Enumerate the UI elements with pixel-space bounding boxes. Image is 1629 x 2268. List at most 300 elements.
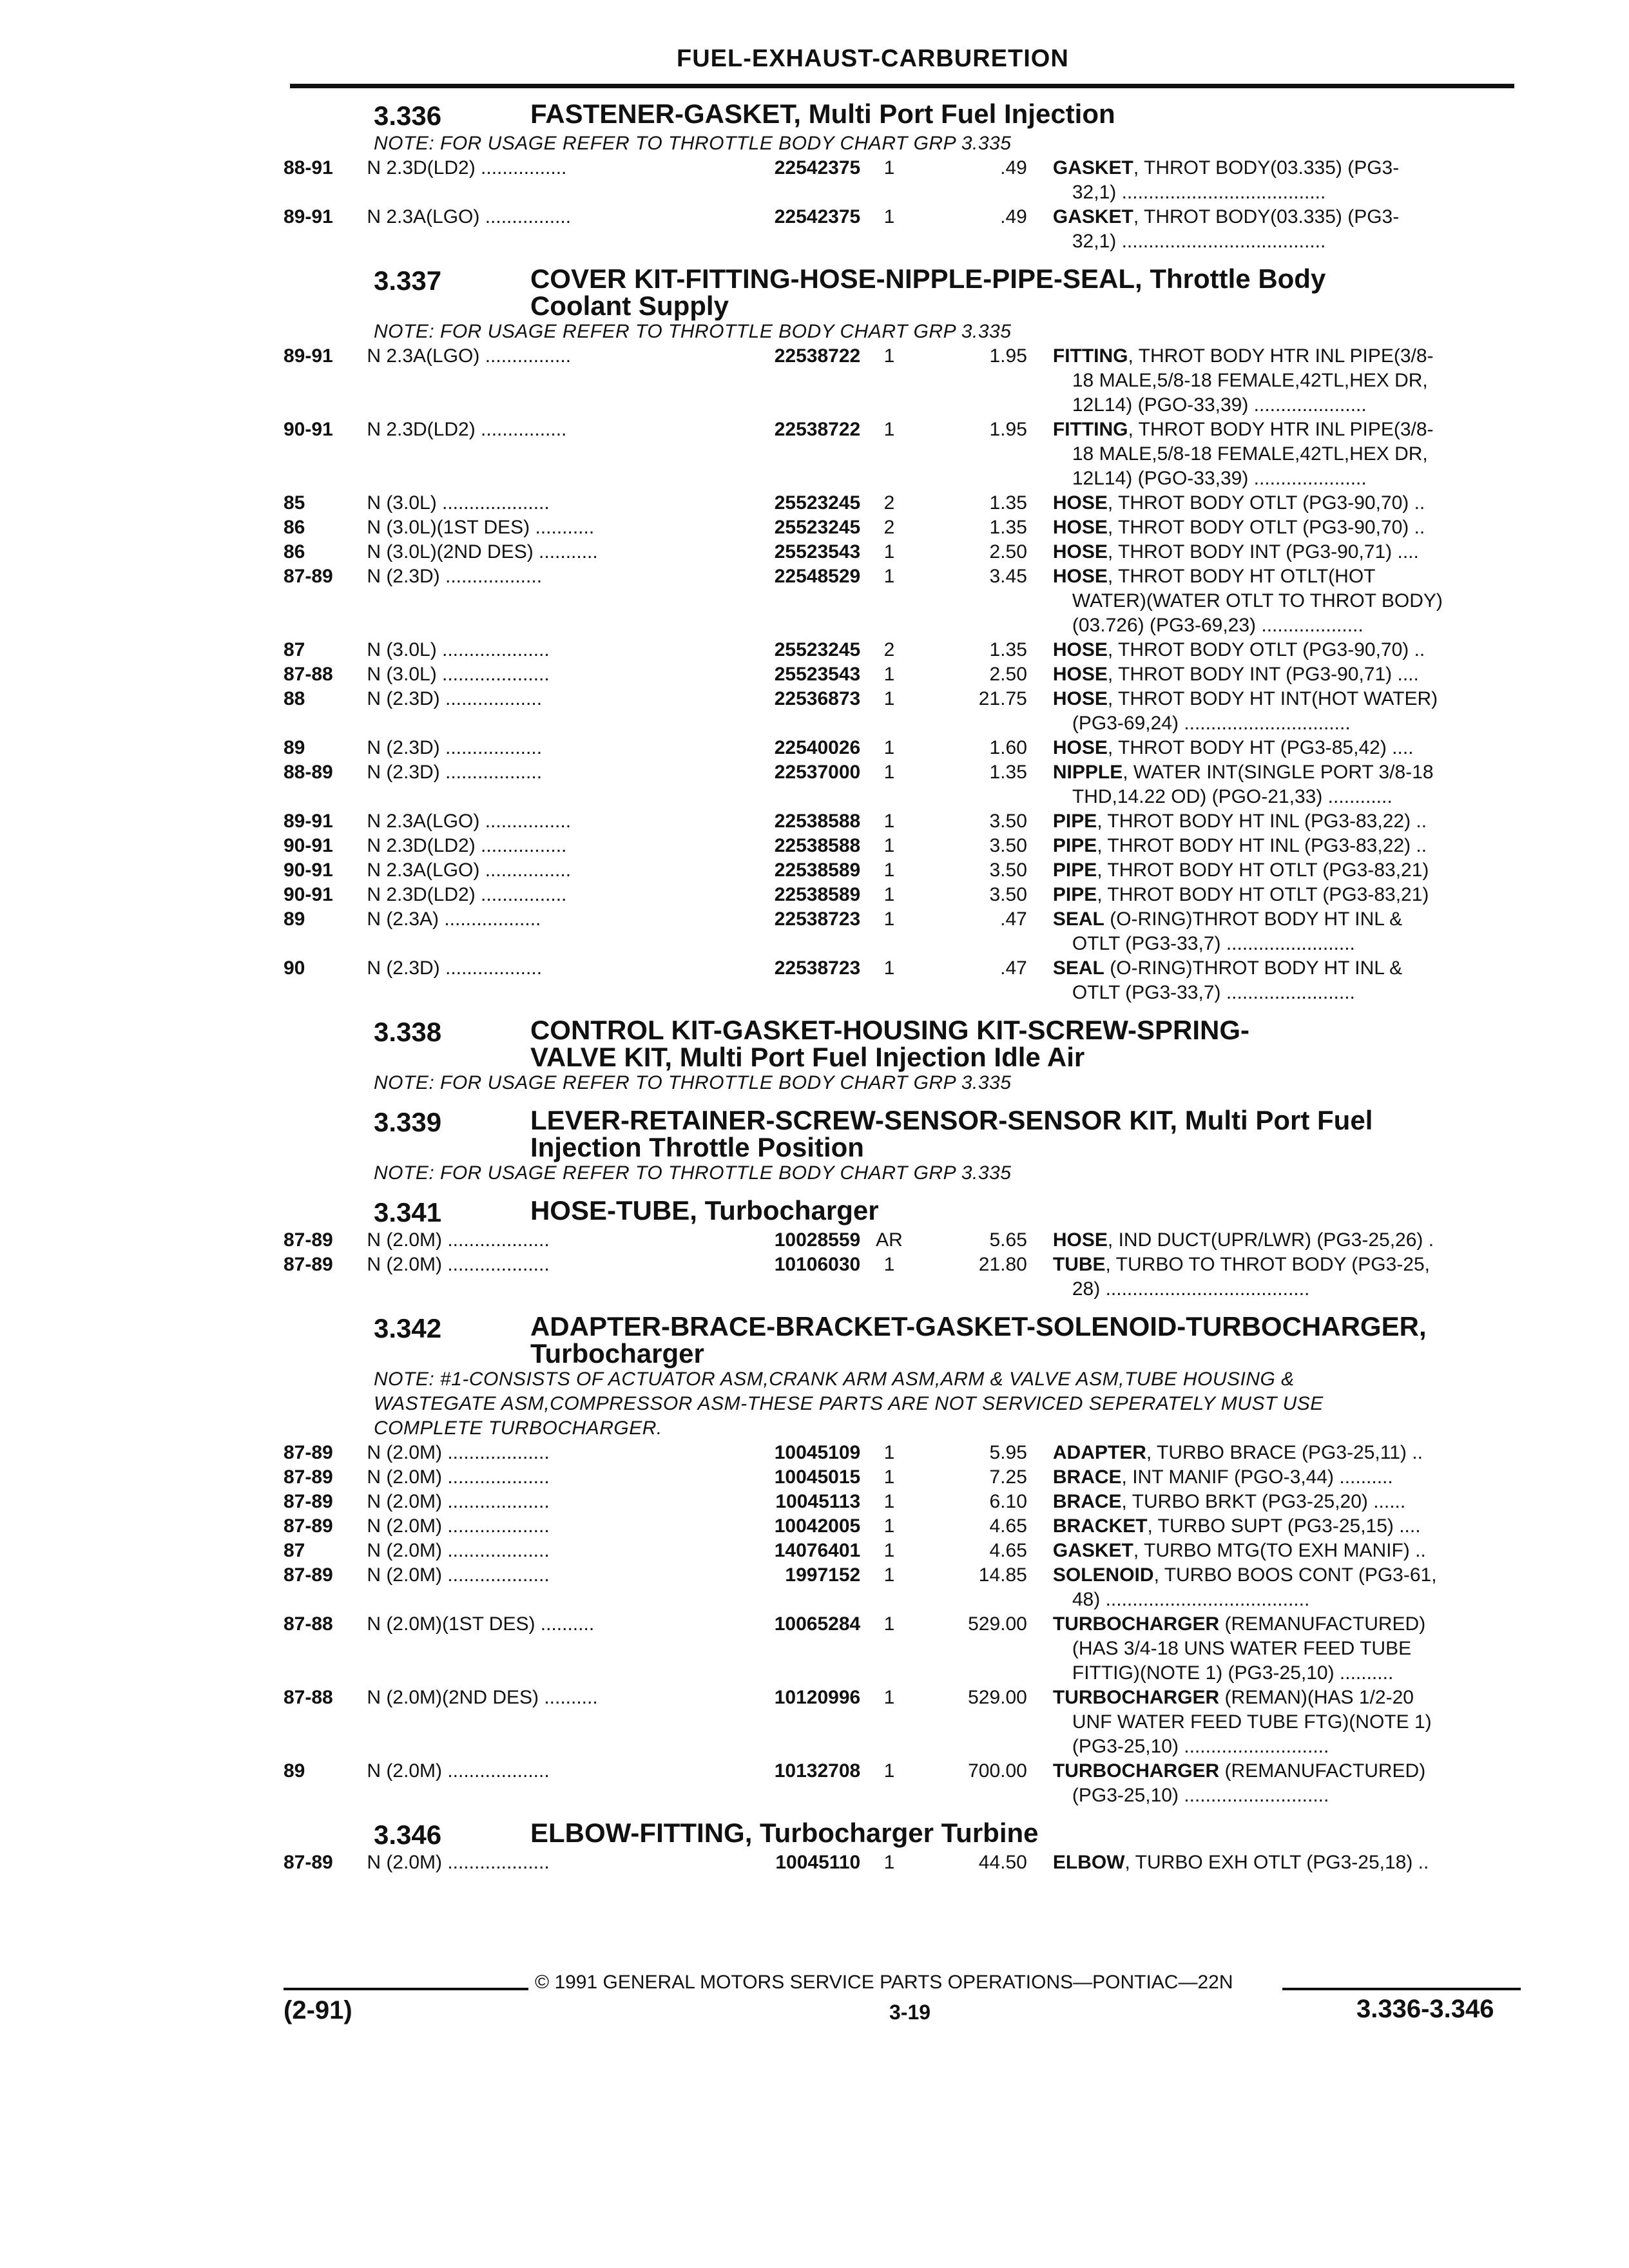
model-years: 87-89 (284, 1852, 333, 1873)
part-name-keyword: BRACE (1052, 1491, 1122, 1512)
model-years: 87 (284, 1540, 305, 1561)
description-line: GASKET, TURBO MTG(TO EXH MANIF) .. (1052, 1540, 1426, 1561)
part-name-keyword: PIPE (1052, 811, 1097, 832)
description-line: OTLT (PG3-33,7) ........................ (1072, 982, 1355, 1003)
part-description (1053, 1539, 1521, 1563)
part-description (1053, 491, 1521, 515)
description-line: BRACKET, TURBO SUPT (PG3-25,15) .... (1052, 1515, 1421, 1537)
quantity: 1 (883, 1852, 895, 1873)
part-row (284, 1539, 1521, 1563)
description-line: (03.726) (PG3-69,23) ................... (1072, 615, 1364, 636)
part-description (1053, 1228, 1521, 1253)
model-years: 89 (284, 737, 305, 758)
section-title: LEVER-RETAINER-SCREW-SENSOR-SENSOR KIT, Multi Port Fuel Injection Throttle Position (530, 1105, 1373, 1162)
part-row (284, 1850, 1521, 1875)
application: N (2.3D) .................. (367, 688, 543, 709)
part-number: 10065284 (774, 1613, 861, 1635)
price: 1.35 (989, 639, 1027, 660)
part-row (284, 418, 1521, 491)
application: N (3.0L)(2ND DES) ........... (367, 541, 598, 562)
description-line: ELBOW, TURBO EXH OTLT (PG3-25,18) .. (1052, 1852, 1429, 1873)
part-row (284, 809, 1521, 834)
part-description (1053, 1612, 1521, 1686)
price: 5.95 (989, 1442, 1027, 1463)
description-line: GASKET, THROT BODY(03.335) (PG3- (1052, 157, 1400, 178)
part-description (1053, 418, 1521, 491)
description-line: HOSE, THROT BODY INT (PG3-90,71) .... (1052, 664, 1419, 685)
section-heading (284, 101, 1521, 131)
description-line: BRACE, INT MANIF (PGO-3,44) .......... (1052, 1466, 1393, 1488)
footer-group-range: 3.336-3.346 (1356, 1995, 1494, 2023)
description-line: FITTING, THROT BODY HTR INL PIPE(3/8- (1052, 419, 1434, 440)
part-name-keyword: TURBOCHARGER (1052, 1760, 1220, 1782)
section-number: 3.338 (374, 1017, 442, 1047)
part-row (284, 1612, 1521, 1686)
quantity: 1 (883, 1254, 895, 1275)
section-note: NOTE: #1-CONSISTS OF ACTUATOR ASM,CRANK ARM ASM,ARM & VALVE ASM,TUBE HOUSING & WASTEGATE ASM,COMPRESSOR ASM-THESE PARTS ARE NOT SERVICED SEPERATELY MUST USE COMPLETE TURBOCHARGER. (374, 1369, 1324, 1439)
part-name-keyword: HOSE (1052, 566, 1108, 587)
quantity: 1 (883, 957, 895, 979)
footer-revision-date: (2-91) (284, 1996, 352, 2024)
part-name-keyword: HOSE (1052, 492, 1108, 514)
part-number: 22538723 (774, 957, 861, 979)
part-row (284, 834, 1521, 858)
part-number: 22548529 (774, 566, 861, 587)
description-line: 12L14) (PGO-33,39) ..................... (1072, 394, 1367, 416)
description-line: GASKET, THROT BODY(03.335) (PG3- (1052, 206, 1400, 227)
price: 1.35 (989, 492, 1027, 514)
description-line: PIPE, THROT BODY HT OTLT (PG3-83,21) (1052, 884, 1429, 905)
part-number: 25523543 (774, 664, 861, 685)
part-description (1053, 1759, 1521, 1808)
footer-copyright: © 1991 GENERAL MOTORS SERVICE PARTS OPERATIONS—PONTIAC—22N (535, 1972, 1233, 1993)
price: 1.35 (989, 762, 1027, 783)
part-row (284, 736, 1521, 760)
description-line: 28) ...................................... (1072, 1278, 1310, 1300)
quantity: 1 (883, 1466, 895, 1488)
part-name-keyword: HOSE (1052, 737, 1108, 758)
price: 7.25 (989, 1466, 1027, 1488)
part-number: 25523245 (774, 492, 861, 514)
model-years: 90-91 (284, 884, 333, 905)
application: N 2.3A(LGO) ................ (367, 206, 572, 227)
part-row (284, 956, 1521, 1005)
part-row (284, 515, 1521, 540)
part-row (284, 1228, 1521, 1253)
model-years: 87-89 (284, 1229, 333, 1251)
part-row (284, 883, 1521, 907)
description-line: FITTIG)(NOTE 1) (PG3-25,10) .......... (1072, 1662, 1394, 1684)
price: 529.00 (968, 1613, 1027, 1635)
price: 3.50 (989, 811, 1027, 832)
description-line: HOSE, THROT BODY OTLT (PG3-90,70) .. (1052, 517, 1425, 538)
quantity: 1 (883, 1564, 895, 1586)
model-years: 87-89 (284, 1491, 333, 1512)
part-description (1053, 736, 1521, 760)
part-name-keyword: SOLENOID (1052, 1564, 1154, 1586)
section-number: 3.342 (374, 1313, 442, 1343)
footer-rule-right (1282, 1988, 1521, 1990)
part-number: 22536873 (774, 688, 861, 709)
part-row (284, 344, 1521, 418)
part-name-keyword: GASKET (1052, 206, 1133, 227)
price: 21.75 (978, 688, 1027, 709)
model-years: 87-89 (284, 1515, 333, 1537)
part-name-keyword: HOSE (1052, 1229, 1108, 1251)
price: 529.00 (968, 1687, 1027, 1708)
model-years: 90-91 (284, 835, 333, 856)
part-name-keyword: PIPE (1052, 860, 1097, 881)
description-line: TUBE, TURBO TO THROT BODY (PG3-25, (1052, 1254, 1431, 1275)
section-heading (284, 1017, 1521, 1071)
section-number: 3.337 (374, 265, 442, 296)
part-number: 22540026 (774, 737, 861, 758)
part-row (284, 1686, 1521, 1759)
part-number: 22538588 (774, 811, 861, 832)
part-row (284, 540, 1521, 564)
part-number: 22542375 (774, 206, 861, 227)
application: N 2.3A(LGO) ................ (367, 811, 572, 832)
part-description (1053, 834, 1521, 858)
description-line: HOSE, THROT BODY OTLT (PG3-90,70) .. (1052, 492, 1425, 514)
description-line: (PG3-25,10) ........................... (1072, 1785, 1329, 1806)
model-years: 88 (284, 688, 305, 709)
price: 1.95 (989, 419, 1027, 440)
part-row (284, 1253, 1521, 1302)
part-name-keyword: TURBOCHARGER (1052, 1687, 1220, 1708)
quantity: 1 (883, 762, 895, 783)
part-number: 10120996 (774, 1687, 861, 1708)
quantity: 2 (883, 492, 895, 514)
description-line: OTLT (PG3-33,7) ........................ (1072, 933, 1355, 954)
parts-listing (284, 89, 1521, 1875)
part-description (1053, 564, 1521, 638)
part-name-keyword: HOSE (1052, 688, 1108, 709)
price: 1.95 (989, 345, 1027, 367)
application: N 2.3A(LGO) ................ (367, 345, 572, 367)
quantity: 1 (883, 566, 895, 587)
application: N (2.3D) .................. (367, 737, 543, 758)
description-line: TURBOCHARGER (REMANUFACTURED) (1052, 1613, 1426, 1635)
part-row (284, 564, 1521, 638)
price: 3.50 (989, 884, 1027, 905)
price: 2.50 (989, 541, 1027, 562)
description-line: NIPPLE, WATER INT(SINGLE PORT 3/8-18 (1052, 762, 1434, 783)
model-years: 87-89 (284, 1254, 333, 1275)
section-number: 3.336 (374, 101, 442, 131)
application: N 2.3D(LD2) ................ (367, 419, 567, 440)
application: N 2.3D(LD2) ................ (367, 835, 567, 856)
quantity: 1 (883, 884, 895, 905)
section-heading (284, 1313, 1521, 1367)
model-years: 88-91 (284, 157, 333, 178)
part-row (284, 491, 1521, 515)
application: N 2.3D(LD2) ................ (367, 884, 567, 905)
application: N (3.0L) .................... (367, 664, 550, 685)
part-description (1053, 156, 1521, 205)
model-years: 86 (284, 541, 305, 562)
model-years: 86 (284, 517, 305, 538)
part-name-keyword: TURBOCHARGER (1052, 1613, 1220, 1635)
quantity: 1 (883, 419, 895, 440)
part-number: 10045015 (774, 1466, 861, 1488)
section-title: ADAPTER-BRACE-BRACKET-GASKET-SOLENOID-TURBOCHARGER, Turbocharger (530, 1311, 1427, 1369)
price: .47 (1000, 957, 1027, 979)
page-header (290, 39, 1514, 88)
part-number: 1997152 (785, 1564, 861, 1586)
model-years: 89-91 (284, 345, 333, 367)
application: N (3.0L) .................... (367, 639, 550, 660)
description-line: SEAL (O-RING)THROT BODY HT INL & (1052, 908, 1403, 930)
application: N (2.0M) ................... (367, 1466, 550, 1488)
quantity: 1 (883, 1540, 895, 1561)
part-name-keyword: GASKET (1052, 157, 1133, 178)
model-years: 89-91 (284, 811, 333, 832)
application: N (2.0M) ................... (367, 1442, 550, 1463)
description-line: FITTING, THROT BODY HTR INL PIPE(3/8- (1052, 345, 1434, 367)
model-years: 85 (284, 492, 305, 514)
part-number: 22538722 (774, 345, 861, 367)
price: 5.65 (989, 1229, 1027, 1251)
description-line: PIPE, THROT BODY HT INL (PG3-83,22) .. (1052, 811, 1427, 832)
part-row (284, 662, 1521, 687)
description-line: HOSE, THROT BODY HT OTLT(HOT (1052, 566, 1376, 587)
part-name-keyword: HOSE (1052, 639, 1108, 660)
part-description (1053, 662, 1521, 687)
description-line: (PG3-69,24) ............................... (1072, 713, 1351, 734)
part-number: 10132708 (774, 1760, 861, 1782)
description-line: ADAPTER, TURBO BRACE (PG3-25,11) .. (1052, 1442, 1423, 1463)
part-row (284, 760, 1521, 809)
description-line: TURBOCHARGER (REMANUFACTURED) (1052, 1760, 1426, 1782)
quantity: 1 (883, 688, 895, 709)
section-title: CONTROL KIT-GASKET-HOUSING KIT-SCREW-SPRING- VALVE KIT, Multi Port Fuel Injection Idle Air (530, 1015, 1250, 1072)
model-years: 87-89 (284, 1466, 333, 1488)
application: N (2.0M) ................... (367, 1491, 550, 1512)
part-name-keyword: ELBOW (1052, 1852, 1125, 1873)
application: N (2.0M) ................... (367, 1564, 550, 1586)
application: N (2.0M) ................... (367, 1254, 550, 1275)
description-line: 18 MALE,5/8-18 FEMALE,42TL,HEX DR, (1072, 370, 1428, 391)
part-number: 22538589 (774, 860, 861, 881)
part-name-keyword: HOSE (1052, 541, 1108, 562)
part-description (1053, 540, 1521, 564)
description-line: SOLENOID, TURBO BOOS CONT (PG3-61, (1052, 1564, 1437, 1586)
section-note: NOTE: FOR USAGE REFER TO THROTTLE BODY CHART GRP 3.335 (374, 133, 1012, 154)
description-line: 32,1) ...................................... (1072, 231, 1326, 252)
page-title: FUEL-EXHAUST-CARBURETION (677, 45, 1069, 72)
section-title: FASTENER-GASKET, Multi Port Fuel Injection (530, 99, 1115, 129)
quantity: 1 (883, 835, 895, 856)
part-number: 25523543 (774, 541, 861, 562)
description-line: PIPE, THROT BODY HT INL (PG3-83,22) .. (1052, 835, 1427, 856)
part-row (284, 907, 1521, 956)
application: N (2.0M) ................... (367, 1760, 550, 1782)
part-name-keyword: TUBE (1052, 1254, 1106, 1275)
model-years: 87-89 (284, 1564, 333, 1586)
quantity: 1 (883, 1760, 895, 1782)
section-heading (284, 265, 1521, 320)
quantity: 1 (883, 1613, 895, 1635)
price: 2.50 (989, 664, 1027, 685)
section-heading (284, 1197, 1521, 1228)
model-years: 89-91 (284, 206, 333, 227)
part-description (1053, 956, 1521, 1005)
price: 44.50 (978, 1852, 1027, 1873)
part-row (284, 156, 1521, 205)
model-years: 87 (284, 639, 305, 660)
description-line: HOSE, THROT BODY HT (PG3-85,42) .... (1052, 737, 1414, 758)
part-row (284, 1465, 1521, 1490)
price: 1.35 (989, 517, 1027, 538)
part-description (1053, 344, 1521, 418)
part-number: 22542375 (774, 157, 861, 178)
application: N (3.0L) .................... (367, 492, 550, 514)
price: 1.60 (989, 737, 1027, 758)
description-line: 48) ...................................... (1072, 1589, 1310, 1610)
application: N 2.3A(LGO) ................ (367, 860, 572, 881)
part-name-keyword: BRACKET (1052, 1515, 1148, 1537)
part-number: 22538588 (774, 835, 861, 856)
part-description (1053, 1441, 1521, 1465)
quantity: 1 (883, 1515, 895, 1537)
price: .49 (1000, 157, 1027, 178)
price: 6.10 (989, 1491, 1027, 1512)
quantity: 1 (883, 811, 895, 832)
application: N (2.0M) ................... (367, 1229, 550, 1251)
model-years: 90-91 (284, 419, 333, 440)
part-name-keyword: HOSE (1052, 664, 1108, 685)
part-number: 25523245 (774, 639, 861, 660)
description-line: TURBOCHARGER (REMAN)(HAS 1/2-20 (1052, 1687, 1414, 1708)
model-years: 90 (284, 957, 305, 979)
price: 3.50 (989, 860, 1027, 881)
description-line: PIPE, THROT BODY HT OTLT (PG3-83,21) (1052, 860, 1429, 881)
section-number: 3.339 (374, 1107, 442, 1137)
part-description (1053, 1465, 1521, 1490)
quantity: 1 (883, 908, 895, 930)
part-description (1053, 687, 1521, 736)
part-name-keyword: SEAL (1052, 908, 1104, 930)
description-line: (HAS 3/4-18 UNS WATER FEED TUBE (1072, 1638, 1412, 1659)
quantity: 1 (883, 664, 895, 685)
part-name-keyword: PIPE (1052, 835, 1097, 856)
part-name-keyword: FITTING (1052, 345, 1128, 367)
part-number: 10045113 (775, 1491, 861, 1512)
part-description (1053, 1850, 1521, 1875)
part-name-keyword: FITTING (1052, 419, 1128, 440)
part-number: 25523245 (774, 517, 861, 538)
description-line: 12L14) (PGO-33,39) ..................... (1072, 468, 1367, 489)
part-row (284, 205, 1521, 254)
quantity: 1 (883, 206, 895, 227)
application: N (2.3A) .................. (367, 908, 541, 930)
application: N (2.0M)(2ND DES) .......... (367, 1687, 598, 1708)
section-number: 3.346 (374, 1820, 442, 1850)
part-description (1053, 1253, 1521, 1302)
part-number: 10045110 (775, 1852, 861, 1873)
part-row (284, 858, 1521, 883)
part-row (284, 1441, 1521, 1465)
quantity: 1 (883, 1491, 895, 1512)
part-description (1053, 1514, 1521, 1539)
model-years: 87-89 (284, 1442, 333, 1463)
part-row (284, 1490, 1521, 1514)
description-line: HOSE, THROT BODY OTLT (PG3-90,70) .. (1052, 639, 1425, 660)
description-line: BRACE, TURBO BRKT (PG3-25,20) ...... (1052, 1491, 1406, 1512)
part-description (1053, 515, 1521, 540)
part-name-keyword: GASKET (1052, 1540, 1133, 1561)
part-number: 10106030 (774, 1254, 861, 1275)
description-line: HOSE, IND DUCT(UPR/LWR) (PG3-25,26) . (1052, 1229, 1434, 1251)
quantity: 1 (883, 1687, 895, 1708)
model-years: 90-91 (284, 860, 333, 881)
application: N (2.0M)(1ST DES) .......... (367, 1613, 595, 1635)
footer-page-number: 3-19 (889, 2001, 931, 2024)
part-description (1053, 760, 1521, 809)
quantity: 1 (883, 541, 895, 562)
section-title: ELBOW-FITTING, Turbocharger Turbine (530, 1818, 1039, 1848)
part-description (1053, 883, 1521, 907)
price: 3.45 (989, 566, 1027, 587)
quantity: 1 (883, 860, 895, 881)
part-number: 10045109 (774, 1442, 861, 1463)
quantity: 1 (883, 737, 895, 758)
quantity: 1 (883, 1442, 895, 1463)
application: N (2.3D) .................. (367, 762, 543, 783)
part-number: 22538589 (774, 884, 861, 905)
part-name-keyword: NIPPLE (1052, 762, 1123, 783)
part-row (284, 1759, 1521, 1808)
model-years: 88-89 (284, 762, 333, 783)
price: 21.80 (978, 1254, 1027, 1275)
price: 3.50 (989, 835, 1027, 856)
part-description (1053, 858, 1521, 883)
application: N (2.0M) ................... (367, 1852, 550, 1873)
part-number: 10028559 (774, 1229, 861, 1251)
application: N (3.0L)(1ST DES) ........... (367, 517, 595, 538)
description-line: HOSE, THROT BODY INT (PG3-90,71) .... (1052, 541, 1419, 562)
part-number: 14076401 (774, 1540, 861, 1561)
description-line: UNF WATER FEED TUBE FTG)(NOTE 1) (1072, 1711, 1432, 1733)
quantity: 1 (883, 157, 895, 178)
part-row (284, 687, 1521, 736)
quantity: 1 (883, 345, 895, 367)
section-heading (284, 1107, 1521, 1161)
section-number: 3.341 (374, 1197, 442, 1227)
price: .47 (1000, 908, 1027, 930)
section-title: HOSE-TUBE, Turbocharger (530, 1195, 879, 1225)
model-years: 87-88 (284, 664, 333, 685)
part-name-keyword: SEAL (1052, 957, 1104, 979)
description-line: (PG3-25,10) ........................... (1072, 1736, 1329, 1757)
application: N (2.3D) .................. (367, 566, 543, 587)
application: N (2.0M) ................... (367, 1515, 550, 1537)
footer-rule-left (284, 1988, 528, 1990)
description-line: WATER)(WATER OTLT TO THROT BODY) (1072, 590, 1443, 611)
part-description (1053, 1563, 1521, 1612)
model-years: 89 (284, 1760, 305, 1782)
part-name-keyword: ADAPTER (1052, 1442, 1146, 1463)
price: 4.65 (989, 1540, 1027, 1561)
model-years: 87-88 (284, 1613, 333, 1635)
description-line: THD,14.22 OD) (PGO-21,33) ............ (1072, 786, 1393, 807)
part-name-keyword: HOSE (1052, 517, 1108, 538)
part-description (1053, 1686, 1521, 1759)
part-number: 22537000 (774, 762, 861, 783)
part-number: 10042005 (774, 1515, 861, 1537)
part-description (1053, 205, 1521, 254)
